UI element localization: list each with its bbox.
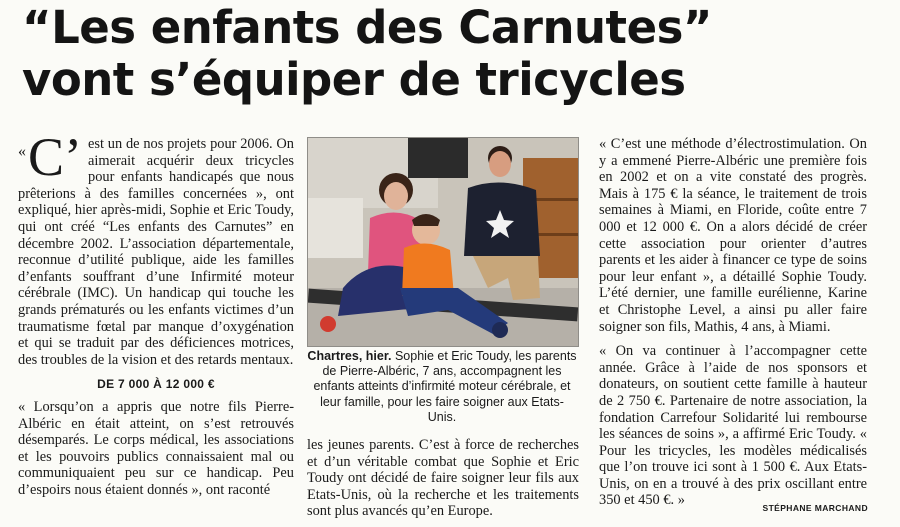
opening-quote-mark: « (18, 143, 26, 160)
photo-caption (307, 349, 577, 425)
body-paragraph-4: « C’est une méthode d’électrostimulation. On y a emmené Pierre-Albéric une première fois en 2002 et on a vite constaté des progrès. Mais à 175 € la séance, le traitement de trois semaines à Miami, en Floride, coûte entre 7 000 et 12 000 €. On a alors décidé de créer cette association pour orienter d’autres parents et les aider à financer ce type de soins pour leur enfant », a détaillé Sophie Toudy. L’été dernier, une famille eurélienne, Karine et Christophe Level, a ainsi pu aller faire soigner son fils, Mathis, 4 ans, à Miami. (599, 136, 867, 335)
article-column-1 (18, 127, 294, 498)
headline-line-2: vont s’équiper de tricycles (22, 53, 686, 106)
body-paragraph-5: « On va continuer à l’accompagner cette année. Grâce à l’aide de nos sponsors et donateurs, on soutient cette famille à hauteur de 2 750 €. Partenaire de notre association, la fondation Carrefour Solidarité lui rembourse les séances de soins », a affirmé Eric Toudy. « Pour les tricycles, les modèles médicalisés que l’on trouve ici sont à 1 500 €. Aux Etats-Unis, on en a trouvé à des prix oscillant entre 350 et 450 €. » (599, 343, 867, 509)
family-photo-illustration (308, 138, 578, 346)
caption-lead: Chartres, hier. (307, 349, 392, 363)
intro-text: est un de nos projets pour 2006. On aimerait acquérir deux tricycles pour enfants handicapés que nous prêterions à des familles concernées », ont expliqué, hier après-midi, Sophie et Eric Toudy, qui ont créé “Les enfants des Carnutes” en décembre 2002. L’association départementale, reconnue d’utilité publique, aide les familles d’enfants souffrant d’une Infirmité moteur cérébrale (IMC). Un handicap qui touche les grands prématurés ou les enfants victimes d’un traumatisme fœtal par manque d’oxygénation et qui se traduit par des déficiences motrices, des troubles de la vision et des retards mentaux. (18, 136, 294, 368)
author-byline: STÉPHANE MARCHAND (762, 503, 868, 513)
caption-text: Sophie et Eric Toudy, les parents de Pierre-Albéric, 7 ans, accompagnent les enfants atteints d’infirmité moteur cérébrale, et leur famille, pour les faire soigner aux Etats-Unis. (313, 349, 577, 424)
body-paragraph-2: « Lorsqu’on a appris que notre fils Pierre-Albéric en était atteint, on s’est retrouvés désemparés. Le corps médical, les associations et les pouvoirs publics connaissaient mal ou communiquaient peu sur ce handicap. Peu d’espoirs nous étaient donnés », ont raconté (18, 398, 294, 498)
intro-paragraph (18, 127, 294, 368)
family-photo (307, 137, 579, 347)
headline-line-1: “Les enfants des Carnutes” (22, 1, 712, 54)
section-subhead: DE 7 000 À 12 000 € (97, 377, 215, 392)
drop-cap: C’ (28, 127, 82, 187)
body-paragraph-3: les jeunes parents. C’est à force de recherches et d’un véritable combat que Sophie et Eric Toudy ont décidé de faire soigner leur fils aux Etats-Unis, où la recherche et les traitements sont plus avancés qu’en Europe. (307, 437, 579, 520)
headline (22, 2, 882, 106)
article-column-3 (599, 136, 867, 509)
article-column-2 (307, 437, 579, 520)
